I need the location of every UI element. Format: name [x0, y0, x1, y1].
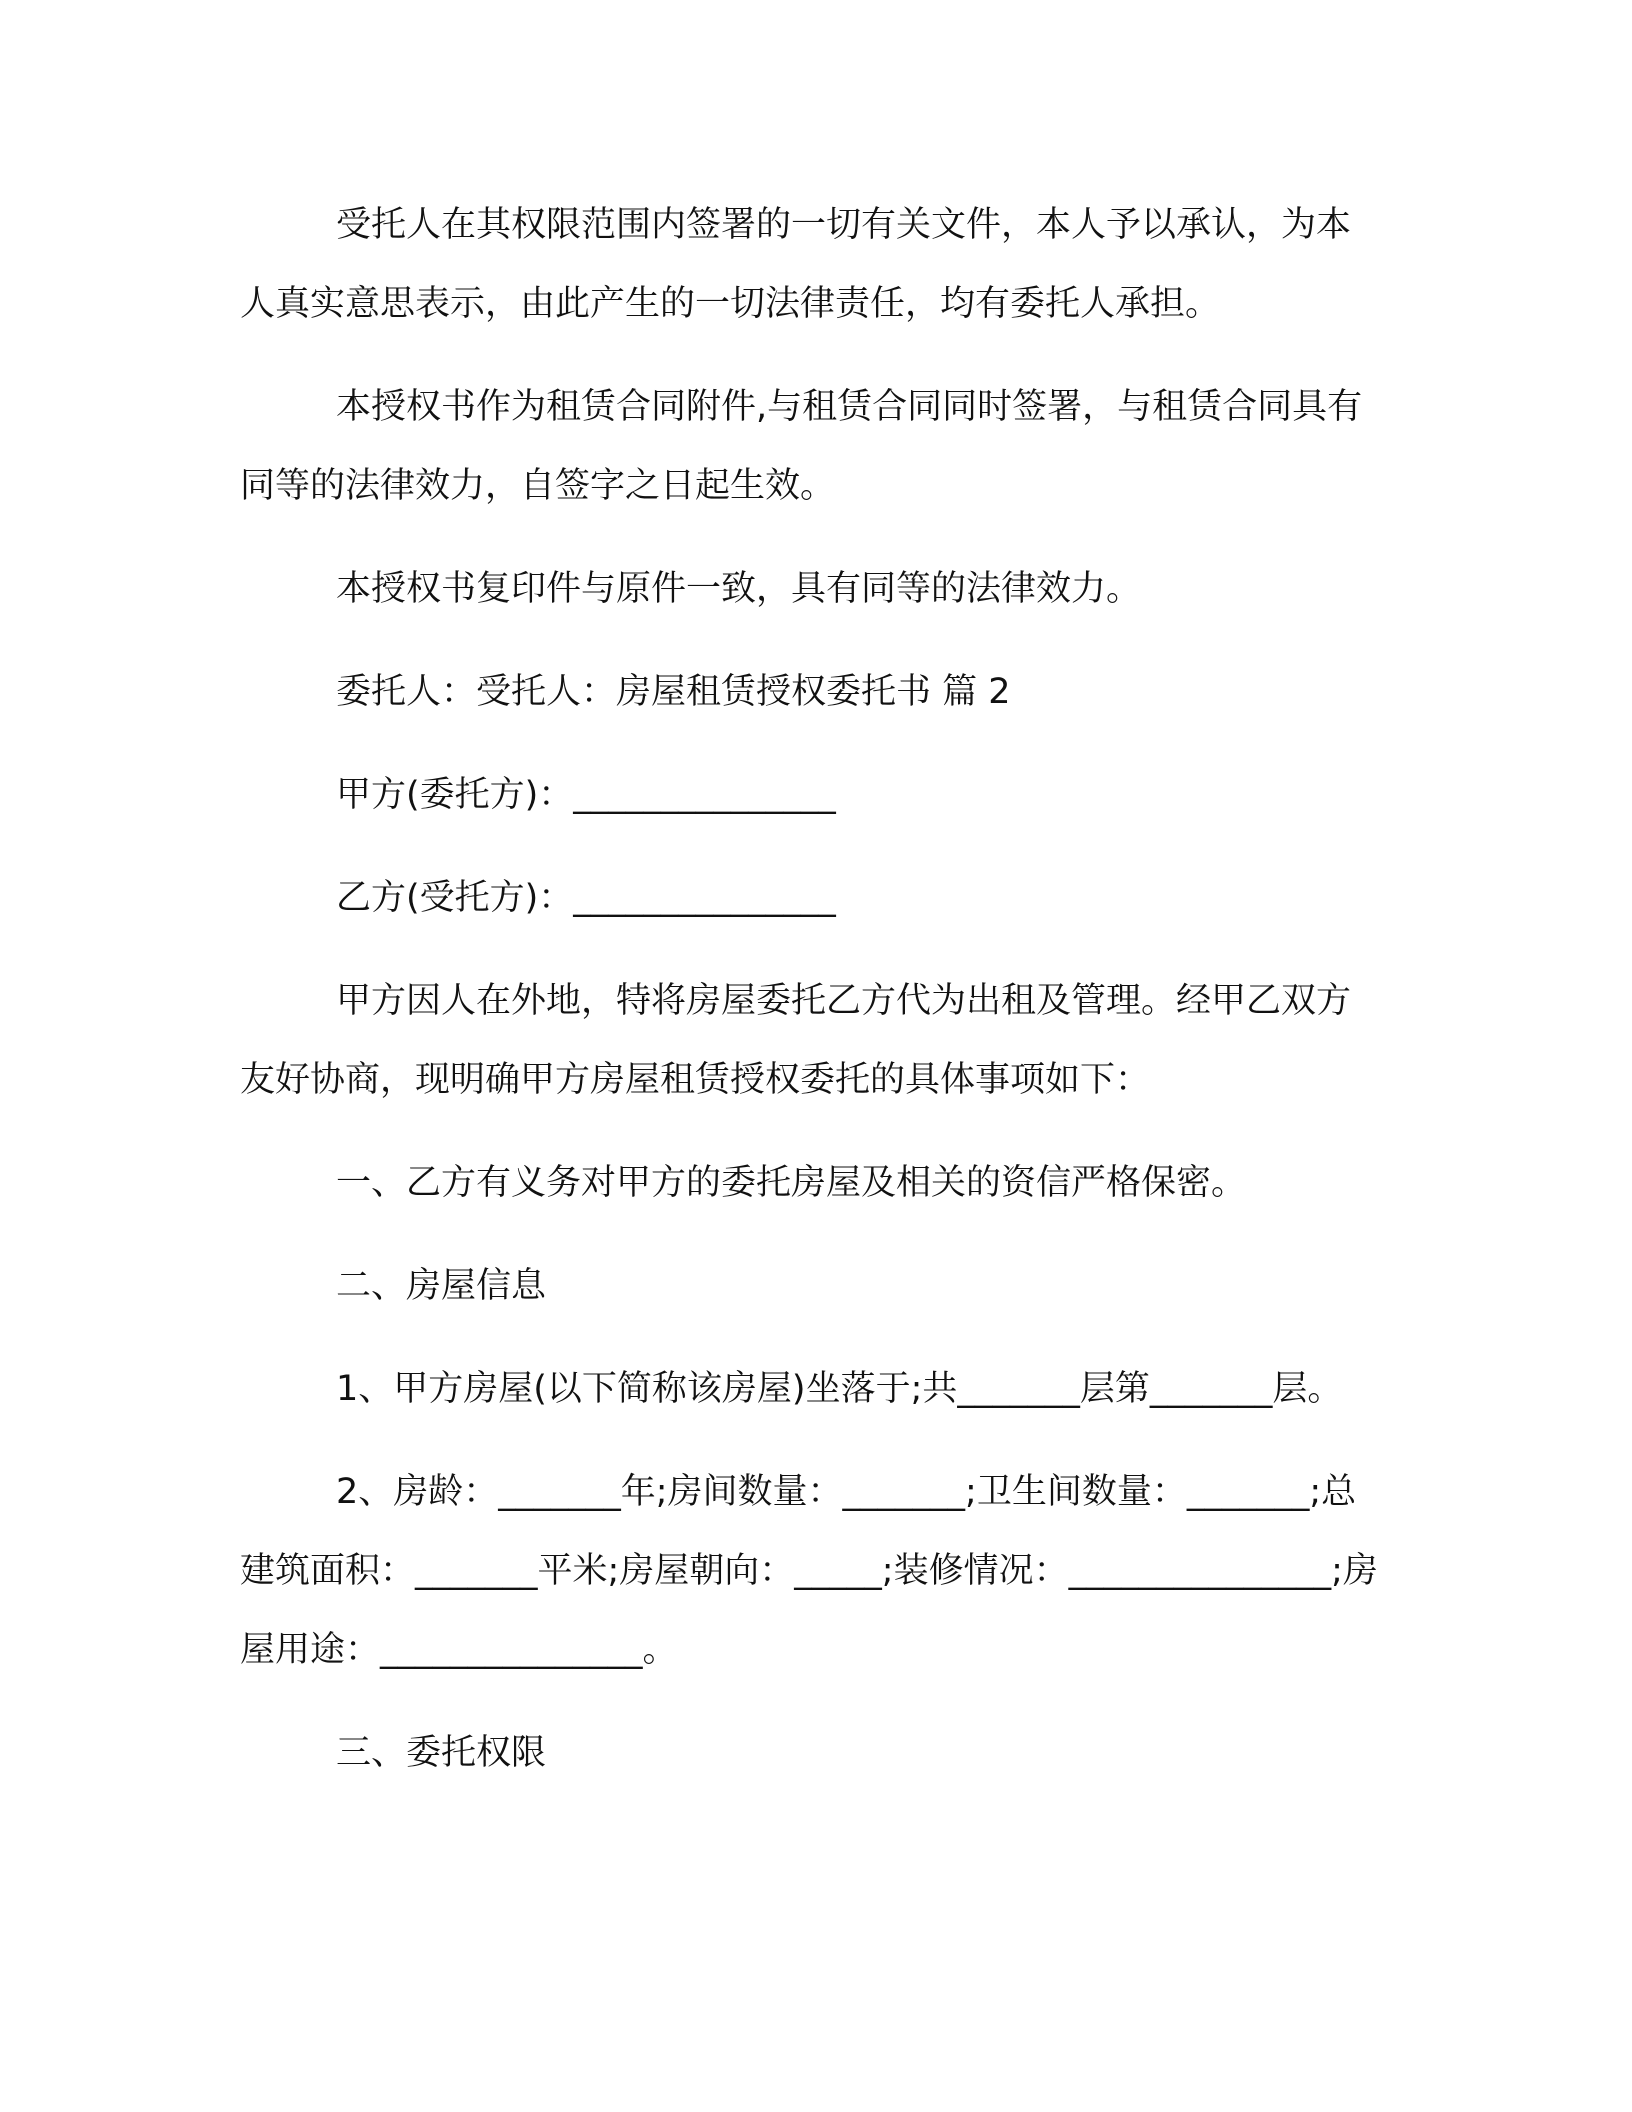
paragraph-copy-validity: 本授权书复印件与原件一致，具有同等的法律效力。 [336, 569, 1142, 609]
paragraph-clause-1: 一、乙方有义务对甲方的委托房屋及相关的资信严格保密。 [336, 1163, 1247, 1203]
paragraph-party-a: 甲方(委托方)：_______________ [336, 775, 836, 815]
paragraph-house-details: 2、房龄：_______年;房间数量：_______;卫生间数量：_______;总建筑面积：_______平米;房屋朝向：_____;装修情况：_______________;房屋用途：_______________。 [240, 1472, 1378, 1670]
paragraph-clause-2-heading: 二、房屋信息 [336, 1266, 547, 1306]
document-body [240, 186, 1380, 1793]
paragraph-clause-3-heading: 三、委托权限 [336, 1733, 547, 1773]
paragraph-intro: 甲方因人在外地，特将房屋委托乙方代为出租及管理。经甲乙双方友好协商，现明确甲方房屋租赁授权委托的具体事项如下： [240, 981, 1352, 1100]
paragraph-acknowledgement: 受托人在其权限范围内签署的一切有关文件，本人予以承认，为本人真实意思表示，由此产生的一切法律责任，均有委托人承担。 [240, 205, 1352, 324]
paragraph-party-b: 乙方(受托方)：_______________ [336, 878, 836, 918]
paragraph-signatories-and-heading: 委托人：受托人：房屋租赁授权委托书 篇 2 [336, 672, 1011, 712]
paragraph-house-location: 1、甲方房屋(以下简称该房屋)坐落于;共_______层第_______层。 [336, 1369, 1343, 1409]
paragraph-attachment-validity: 本授权书作为租赁合同附件,与租赁合同同时签署，与租赁合同具有同等的法律效力，自签字之日起生效。 [240, 387, 1363, 506]
